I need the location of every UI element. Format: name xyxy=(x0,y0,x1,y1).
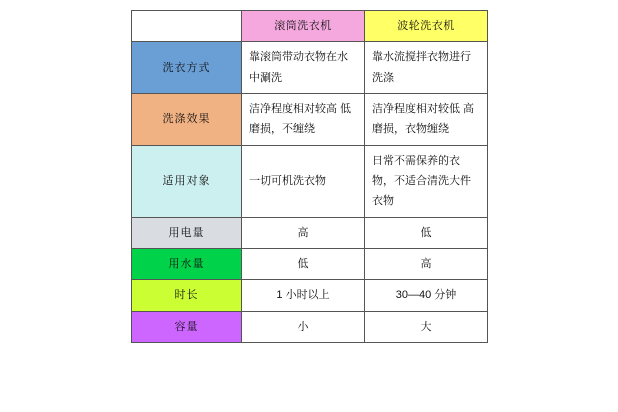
column-header-pulsator-washer: 波轮洗衣机 xyxy=(365,11,488,42)
row-header-washing-effect: 洗涤效果 xyxy=(132,94,242,146)
column-header-drum-washer: 滚筒洗衣机 xyxy=(242,11,365,42)
row-header-duration: 时长 xyxy=(132,280,242,311)
cell-capacity-drum: 小 xyxy=(242,311,365,342)
cell-capacity-pulsator: 大 xyxy=(365,311,488,342)
cell-washing-effect-pulsator: 洁净程度相对较低 高磨损，衣物缠绕 xyxy=(365,94,488,146)
cell-suitable-items-drum: 一切可机洗衣物 xyxy=(242,145,365,217)
row-header-capacity: 容量 xyxy=(132,311,242,342)
table-corner-cell xyxy=(132,11,242,42)
table-row xyxy=(132,94,488,146)
cell-washing-method-drum: 靠滚筒带动衣物在水中涮洗 xyxy=(242,42,365,94)
cell-power-usage-pulsator: 低 xyxy=(365,217,488,248)
comparison-table-container xyxy=(131,10,487,343)
cell-washing-method-pulsator: 靠水流搅拌衣物进行洗涤 xyxy=(365,42,488,94)
row-header-power-usage: 用电量 xyxy=(132,217,242,248)
table-row xyxy=(132,145,488,217)
table-row xyxy=(132,280,488,311)
table-row xyxy=(132,217,488,248)
table-row xyxy=(132,249,488,280)
table-body xyxy=(132,11,488,343)
comparison-table xyxy=(131,10,488,343)
table-header-row xyxy=(132,11,488,42)
table-row xyxy=(132,42,488,94)
row-header-washing-method: 洗衣方式 xyxy=(132,42,242,94)
row-header-suitable-items: 适用对象 xyxy=(132,145,242,217)
cell-duration-drum: 1 小时以上 xyxy=(242,280,365,311)
cell-water-usage-pulsator: 高 xyxy=(365,249,488,280)
cell-duration-pulsator: 30—40 分钟 xyxy=(365,280,488,311)
row-header-water-usage: 用水量 xyxy=(132,249,242,280)
cell-suitable-items-pulsator: 日常不需保养的衣物，不适合清洗大件衣物 xyxy=(365,145,488,217)
cell-power-usage-drum: 高 xyxy=(242,217,365,248)
cell-water-usage-drum: 低 xyxy=(242,249,365,280)
table-row xyxy=(132,311,488,342)
cell-washing-effect-drum: 洁净程度相对较高 低磨损，不缠绕 xyxy=(242,94,365,146)
